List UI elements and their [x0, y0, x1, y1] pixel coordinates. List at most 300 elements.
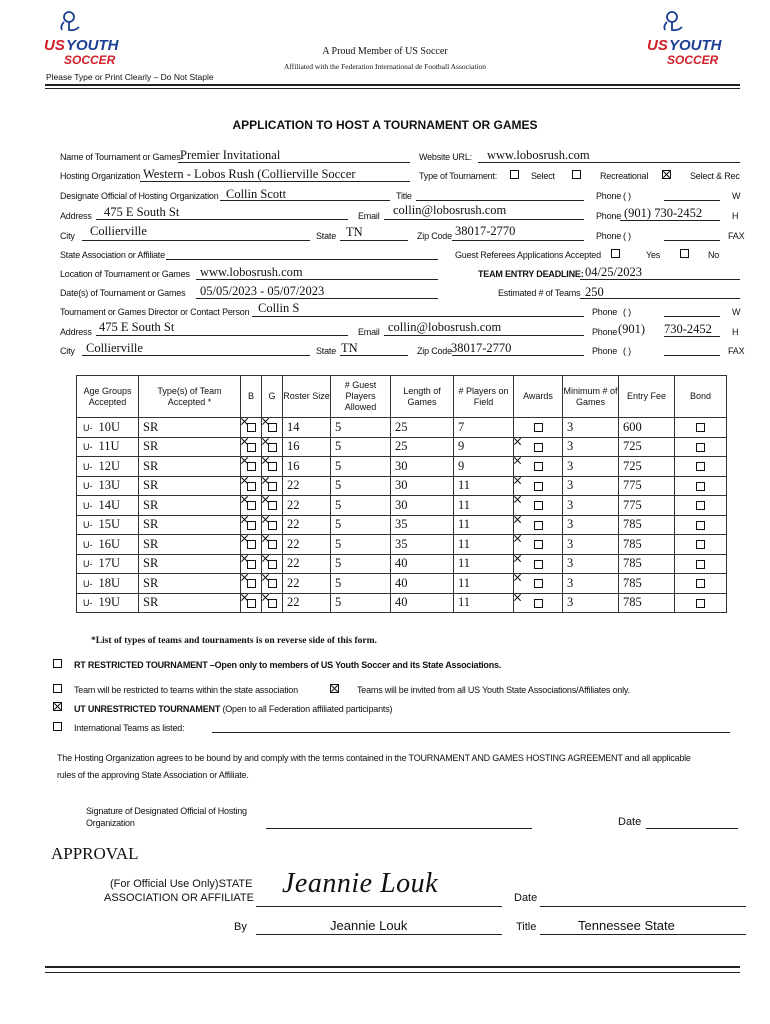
age-prefix: U-: [83, 598, 93, 609]
restricted-label: RT RESTRICTED TOURNAMENT –Open only to members of US Youth Soccer and its State Associations.: [74, 660, 502, 670]
entry-fee-cell[interactable]: 725: [619, 437, 675, 457]
zip-label: Zip Code: [417, 231, 452, 241]
guest-ref-yes-checkbox[interactable]: [611, 249, 620, 258]
girls-cell: [262, 515, 283, 535]
game-length-cell[interactable]: 35: [391, 535, 454, 555]
game-length-cell[interactable]: 40: [391, 574, 454, 594]
unrestricted-rest: (Open to all Federation affiliated participants): [222, 704, 393, 714]
entry-fee-cell[interactable]: 785: [619, 554, 675, 574]
game-length-cell[interactable]: 40: [391, 554, 454, 574]
boys-cell: [241, 457, 262, 477]
girls-checkbox[interactable]: [268, 560, 277, 569]
guest-ref-label: Guest Referees Applications Accepted: [455, 250, 601, 260]
awards-cell: [514, 496, 563, 516]
type-recreational-checkbox[interactable]: [572, 170, 581, 179]
guest-ref-no-label: No: [708, 250, 720, 260]
table-footnote: *List of types of teams and tournaments is on reverse side of this form.: [91, 636, 377, 646]
official-use-line-1: (For Official Use Only)STATE: [110, 878, 253, 890]
guest-players-cell[interactable]: 5: [331, 496, 391, 516]
minimum-games-cell[interactable]: 3: [563, 496, 619, 516]
boys-cell: [241, 554, 262, 574]
director-phone-h-suffix: H: [732, 327, 739, 337]
boys-cell: [241, 476, 262, 496]
approval-date-label: Date: [514, 892, 538, 904]
age-prefix: U-: [83, 422, 93, 433]
state-field[interactable]: TN: [346, 225, 363, 239]
team-type-cell[interactable]: SR: [139, 476, 241, 496]
us-youth-soccer-logo-right: [645, 8, 725, 70]
table-header-cell: B: [241, 376, 262, 418]
boys-cell: [241, 535, 262, 555]
boys-cell: [241, 418, 262, 438]
age-value: 17U: [98, 556, 121, 571]
signature-label-1: Signature of Designated Official of Hosting: [86, 806, 247, 816]
svg-text:US: US: [44, 37, 65, 54]
team-type-cell[interactable]: SR: [139, 457, 241, 477]
approval-signature[interactable]: Jeannie Louk: [282, 868, 439, 899]
director-phone-w-label: Phone: [592, 307, 618, 317]
approval-title-field[interactable]: Tennessee State: [578, 918, 675, 933]
age-group-cell[interactable]: [77, 496, 139, 516]
phone-h-label: Phone: [596, 211, 622, 221]
minimum-games-cell[interactable]: 3: [563, 457, 619, 477]
roster-size-cell[interactable]: 22: [283, 593, 331, 613]
by-label: By: [234, 921, 247, 933]
awards-checkbox[interactable]: [534, 462, 543, 471]
age-groups-table: [76, 375, 727, 613]
us-youth-soccer-logo-left: [42, 8, 122, 70]
girls-checkbox[interactable]: [268, 540, 277, 549]
within-state-label: Team will be restricted to teams within the state association: [74, 685, 298, 695]
age-value: 10U: [98, 419, 121, 434]
director-phone-w-empty: ( ): [623, 307, 631, 317]
table-row: [77, 574, 727, 594]
official-label: Designate Official of Hosting Organization: [60, 191, 219, 201]
girls-checkbox[interactable]: [268, 579, 277, 588]
game-length-cell[interactable]: 30: [391, 457, 454, 477]
bond-cell: [675, 574, 727, 594]
table-row: [77, 476, 727, 496]
boys-checkbox[interactable]: [247, 423, 256, 432]
age-prefix: U-: [83, 559, 93, 570]
entry-fee-cell[interactable]: 785: [619, 535, 675, 555]
guest-players-cell[interactable]: 5: [331, 457, 391, 477]
type-recreational-label: Recreational: [600, 171, 649, 181]
girls-cell: [262, 496, 283, 516]
fax-phone-empty: ( ): [623, 231, 631, 241]
awards-checkbox[interactable]: [534, 560, 543, 569]
game-length-cell[interactable]: 30: [391, 496, 454, 516]
game-length-cell[interactable]: 30: [391, 476, 454, 496]
footer-divider-thin: [45, 972, 740, 973]
age-prefix: U-: [83, 442, 93, 453]
team-type-cell[interactable]: SR: [139, 593, 241, 613]
age-value: 15U: [98, 517, 121, 532]
boys-cell: [241, 496, 262, 516]
entry-fee-cell[interactable]: 775: [619, 496, 675, 516]
table-header-cell: # Players on Field: [454, 376, 514, 418]
est-teams-label: Estimated # of Teams: [498, 288, 581, 298]
bond-checkbox[interactable]: [696, 560, 705, 569]
tournament-name-field[interactable]: Premier Invitational: [180, 148, 281, 162]
age-group-cell[interactable]: [77, 457, 139, 477]
awards-checkbox[interactable]: [534, 521, 543, 530]
svg-text:SOCCER: SOCCER: [667, 53, 719, 67]
bond-checkbox[interactable]: [696, 482, 705, 491]
zip2-field[interactable]: 38017-2770: [451, 341, 512, 355]
guest-players-cell[interactable]: 5: [331, 418, 391, 438]
table-header-cell: Type(s) of Team Accepted *: [139, 376, 241, 418]
age-value: 14U: [98, 497, 121, 512]
instructions-text: Please Type or Print Clearly – Do Not Staple: [46, 72, 214, 82]
minimum-games-cell[interactable]: 3: [563, 418, 619, 438]
minimum-games-cell[interactable]: 3: [563, 535, 619, 555]
guest-players-cell[interactable]: 5: [331, 535, 391, 555]
awards-checkbox[interactable]: [534, 423, 543, 432]
roster-size-cell[interactable]: 16: [283, 437, 331, 457]
age-group-cell[interactable]: [77, 593, 139, 613]
roster-size-cell[interactable]: 22: [283, 574, 331, 594]
address-label: Address: [60, 211, 92, 221]
est-teams-field[interactable]: 250: [585, 285, 604, 299]
girls-checkbox[interactable]: [268, 599, 277, 608]
address2-field[interactable]: 475 E South St: [99, 320, 175, 334]
unrestricted-bold: UT UNRESTRICTED TOURNAMENT: [74, 704, 221, 714]
guest-players-cell[interactable]: 5: [331, 593, 391, 613]
bond-cell: [675, 437, 727, 457]
table-header-cell: Awards: [514, 376, 563, 418]
awards-checkbox[interactable]: [534, 482, 543, 491]
table-row: [77, 593, 727, 613]
guest-ref-yes-label: Yes: [646, 250, 661, 260]
restricted-checkbox[interactable]: [53, 659, 62, 668]
bond-cell: [675, 418, 727, 438]
director-phone-h-area[interactable]: (901): [618, 322, 646, 336]
bond-cell: [675, 515, 727, 535]
phone-h-suffix: H: [732, 211, 739, 221]
by-field[interactable]: Jeannie Louk: [330, 918, 408, 933]
age-group-cell[interactable]: [77, 535, 139, 555]
director-phone-h-label: Phone: [592, 327, 618, 337]
awards-cell: [514, 554, 563, 574]
roster-size-cell[interactable]: 22: [283, 535, 331, 555]
team-type-cell[interactable]: SR: [139, 515, 241, 535]
table-row: [77, 554, 727, 574]
awards-checkbox[interactable]: [534, 501, 543, 510]
girls-checkbox[interactable]: [268, 482, 277, 491]
age-group-cell[interactable]: [77, 574, 139, 594]
players-on-field-cell[interactable]: 11: [454, 593, 514, 613]
director-fax-label: Phone: [592, 346, 618, 356]
girls-cell: [262, 437, 283, 457]
minimum-games-cell[interactable]: 3: [563, 476, 619, 496]
boys-cell: [241, 515, 262, 535]
bond-checkbox[interactable]: [696, 599, 705, 608]
guest-players-cell[interactable]: 5: [331, 554, 391, 574]
girls-checkbox[interactable]: [268, 521, 277, 530]
roster-size-cell[interactable]: 22: [283, 476, 331, 496]
agreement-line-1: The Hosting Organization agrees to be bound by and comply with the terms contained in the TOURNAMENT AND GAMES HOSTING AGREEMENT and all applicable: [57, 753, 691, 763]
awards-cell: [514, 476, 563, 496]
team-type-cell[interactable]: SR: [139, 574, 241, 594]
phone-w-label: Phone: [596, 191, 622, 201]
age-prefix: U-: [83, 481, 93, 492]
type-select-rec-checkbox[interactable]: [662, 170, 671, 179]
guest-players-cell[interactable]: 5: [331, 515, 391, 535]
awards-checkbox[interactable]: [534, 443, 543, 452]
guest-players-cell[interactable]: 5: [331, 476, 391, 496]
players-on-field-cell[interactable]: 9: [454, 457, 514, 477]
players-on-field-cell[interactable]: 11: [454, 515, 514, 535]
restricted-text: [74, 660, 501, 670]
type-select-rec-label: Select & Rec: [690, 171, 740, 181]
boys-checkbox[interactable]: [247, 501, 256, 510]
director-phone-w-suffix: W: [732, 307, 741, 317]
game-length-cell[interactable]: 25: [391, 418, 454, 438]
phone-w-suffix: W: [732, 191, 741, 201]
table-header-cell: Age Groups Accepted: [77, 376, 139, 418]
boys-checkbox[interactable]: [247, 540, 256, 549]
age-group-cell[interactable]: [77, 515, 139, 535]
within-state-checkbox[interactable]: [53, 684, 62, 693]
dates-label: Date(s) of Tournament or Games: [60, 288, 186, 298]
age-group-cell[interactable]: [77, 554, 139, 574]
team-type-cell[interactable]: SR: [139, 496, 241, 516]
type-select-checkbox[interactable]: [510, 170, 519, 179]
table-header-cell: G: [262, 376, 283, 418]
awards-cell: [514, 535, 563, 555]
age-value: 16U: [98, 536, 121, 551]
hosting-org-label: Hosting Organization: [60, 171, 141, 181]
table-row: [77, 457, 727, 477]
age-value: 13U: [98, 478, 121, 493]
deadline-label: TEAM ENTRY DEADLINE:: [478, 269, 584, 279]
bond-checkbox[interactable]: [696, 423, 705, 432]
table-header-cell: Length of Games: [391, 376, 454, 418]
signature-date-field[interactable]: [646, 828, 738, 829]
age-prefix: U-: [83, 520, 93, 531]
minimum-games-cell[interactable]: 3: [563, 437, 619, 457]
minimum-games-cell[interactable]: 3: [563, 554, 619, 574]
table-header-cell: Bond: [675, 376, 727, 418]
girls-cell: [262, 535, 283, 555]
minimum-games-cell[interactable]: 3: [563, 593, 619, 613]
type-select-label: Select: [531, 171, 555, 181]
email-field[interactable]: collin@lobosrush.com: [393, 203, 507, 217]
email2-label: Email: [358, 327, 380, 337]
roster-size-cell[interactable]: 22: [283, 515, 331, 535]
awards-cell: [514, 418, 563, 438]
table-row: [77, 418, 727, 438]
awards-checkbox[interactable]: [534, 540, 543, 549]
girls-cell: [262, 554, 283, 574]
boys-checkbox[interactable]: [247, 482, 256, 491]
tournament-name-label: Name of Tournament or Games: [60, 152, 181, 162]
header-divider-thin: [45, 88, 740, 89]
awards-cell: [514, 437, 563, 457]
entry-fee-cell[interactable]: 725: [619, 457, 675, 477]
minimum-games-cell[interactable]: 3: [563, 574, 619, 594]
bond-cell: [675, 554, 727, 574]
fax-phone-label: Phone: [596, 231, 622, 241]
unrestricted-checkbox[interactable]: [53, 702, 62, 711]
membership-text: A Proud Member of US Soccer: [322, 46, 448, 57]
team-type-cell[interactable]: SR: [139, 418, 241, 438]
guest-ref-no-checkbox[interactable]: [680, 249, 689, 258]
players-on-field-cell[interactable]: 11: [454, 535, 514, 555]
players-on-field-cell[interactable]: 11: [454, 554, 514, 574]
bond-cell: [675, 457, 727, 477]
age-prefix: U-: [83, 578, 93, 589]
players-on-field-cell[interactable]: 11: [454, 476, 514, 496]
roster-size-cell[interactable]: 22: [283, 554, 331, 574]
website-label: Website URL:: [419, 152, 472, 162]
girls-checkbox[interactable]: [268, 443, 277, 452]
boys-checkbox[interactable]: [247, 560, 256, 569]
dates-field[interactable]: 05/05/2023 - 05/07/2023: [200, 284, 325, 298]
bond-checkbox[interactable]: [696, 521, 705, 530]
city-field[interactable]: Collierville: [90, 224, 147, 238]
svg-text:YOUTH: YOUTH: [669, 37, 722, 54]
girls-checkbox[interactable]: [268, 423, 277, 432]
girls-checkbox[interactable]: [268, 501, 277, 510]
roster-size-cell[interactable]: 16: [283, 457, 331, 477]
entry-fee-cell[interactable]: 600: [619, 418, 675, 438]
svg-text:SOCCER: SOCCER: [64, 53, 116, 67]
players-on-field-cell[interactable]: 9: [454, 437, 514, 457]
girls-cell: [262, 593, 283, 613]
team-type-cell[interactable]: SR: [139, 437, 241, 457]
footer-divider: [45, 966, 740, 968]
players-on-field-cell[interactable]: 11: [454, 496, 514, 516]
girls-cell: [262, 574, 283, 594]
minimum-games-cell[interactable]: 3: [563, 515, 619, 535]
website-field[interactable]: www.lobosrush.com: [487, 148, 590, 162]
boys-cell: [241, 593, 262, 613]
all-states-label: Teams will be invited from all US Youth State Associations/Affiliates only.: [357, 685, 630, 695]
players-on-field-cell[interactable]: 7: [454, 418, 514, 438]
boys-cell: [241, 574, 262, 594]
international-field[interactable]: [212, 732, 730, 733]
age-value: 11U: [98, 439, 120, 454]
agreement-line-2: rules of the approving State Association or Affiliate.: [57, 770, 249, 780]
tournament-type-label: Type of Tournament:: [419, 171, 498, 181]
zip-field[interactable]: 38017-2770: [455, 224, 516, 238]
location-label: Location of Tournament or Games: [60, 269, 190, 279]
team-type-cell[interactable]: SR: [139, 554, 241, 574]
girls-cell: [262, 476, 283, 496]
bond-checkbox[interactable]: [696, 540, 705, 549]
awards-checkbox[interactable]: [534, 599, 543, 608]
boys-checkbox[interactable]: [247, 521, 256, 530]
age-group-cell[interactable]: [77, 476, 139, 496]
email2-field[interactable]: collin@lobosrush.com: [388, 320, 502, 334]
svg-text:US: US: [647, 37, 668, 54]
awards-cell: [514, 515, 563, 535]
affiliation-text: Affiliated with the Federation International de Football Association: [283, 62, 487, 71]
entry-fee-cell[interactable]: 785: [619, 515, 675, 535]
awards-cell: [514, 593, 563, 613]
state-label: State: [316, 231, 337, 241]
signature-label-2: Organization: [86, 818, 135, 828]
zip2-label: Zip Code: [417, 346, 452, 356]
game-length-cell[interactable]: 40: [391, 593, 454, 613]
table-header-cell: Roster Size: [283, 376, 331, 418]
age-value: 19U: [98, 595, 121, 610]
page-title: APPLICATION TO HOST A TOURNAMENT OR GAMES: [232, 118, 538, 132]
girls-checkbox[interactable]: [268, 462, 277, 471]
age-value: 12U: [98, 458, 121, 473]
director-label: Tournament or Games Director or Contact Person: [60, 307, 250, 317]
fax-suffix: FAX: [728, 231, 745, 241]
guest-players-cell[interactable]: 5: [331, 574, 391, 594]
deadline-field[interactable]: 04/25/2023: [585, 265, 642, 279]
age-prefix: U-: [83, 539, 93, 550]
team-type-cell[interactable]: SR: [139, 535, 241, 555]
table-header-row: [77, 376, 727, 418]
bond-cell: [675, 593, 727, 613]
age-group-cell[interactable]: [77, 418, 139, 438]
entry-fee-cell[interactable]: 785: [619, 574, 675, 594]
roster-size-cell[interactable]: 22: [283, 496, 331, 516]
all-states-checkbox[interactable]: [330, 684, 339, 693]
official-name-field[interactable]: Collin Scott: [226, 187, 287, 201]
bond-checkbox[interactable]: [696, 579, 705, 588]
boys-checkbox[interactable]: [247, 462, 256, 471]
address2-label: Address: [60, 327, 92, 337]
state2-label: State: [316, 346, 337, 356]
game-length-cell[interactable]: 25: [391, 437, 454, 457]
city2-field[interactable]: Collierville: [86, 341, 143, 355]
roster-size-cell[interactable]: 14: [283, 418, 331, 438]
bond-checkbox[interactable]: [696, 443, 705, 452]
international-checkbox[interactable]: [53, 722, 62, 731]
city-label: City: [60, 231, 75, 241]
bond-cell: [675, 535, 727, 555]
table-header-cell: Minimum # of Games: [563, 376, 619, 418]
address-field[interactable]: 475 E South St: [104, 205, 180, 219]
boys-checkbox[interactable]: [247, 443, 256, 452]
state2-field[interactable]: TN: [341, 341, 358, 355]
phone-h-field[interactable]: (901) 730-2452: [624, 206, 703, 220]
director-phone-h-number[interactable]: 730-2452: [664, 322, 712, 336]
boys-checkbox[interactable]: [247, 579, 256, 588]
approval-date-field[interactable]: [540, 906, 746, 907]
location-field[interactable]: www.lobosrush.com: [200, 265, 303, 279]
director-field[interactable]: Collin S: [258, 301, 300, 315]
age-group-cell[interactable]: [77, 437, 139, 457]
age-prefix: U-: [83, 500, 93, 511]
signature-date-label: Date: [618, 816, 642, 828]
state-assoc-label: State Association or Affiliate: [60, 250, 165, 260]
players-on-field-cell[interactable]: 11: [454, 574, 514, 594]
header-divider: [45, 84, 740, 86]
awards-checkbox[interactable]: [534, 579, 543, 588]
bond-checkbox[interactable]: [696, 462, 705, 471]
awards-cell: [514, 457, 563, 477]
entry-fee-cell[interactable]: 775: [619, 476, 675, 496]
bond-checkbox[interactable]: [696, 501, 705, 510]
guest-players-cell[interactable]: 5: [331, 437, 391, 457]
game-length-cell[interactable]: 35: [391, 515, 454, 535]
table-row: [77, 437, 727, 457]
signature-field[interactable]: [266, 828, 532, 829]
hosting-org-field[interactable]: Western - Lobos Rush (Collierville Soccer: [143, 167, 356, 181]
boys-checkbox[interactable]: [247, 599, 256, 608]
city2-label: City: [60, 346, 75, 356]
entry-fee-cell[interactable]: 785: [619, 593, 675, 613]
table-row: [77, 515, 727, 535]
